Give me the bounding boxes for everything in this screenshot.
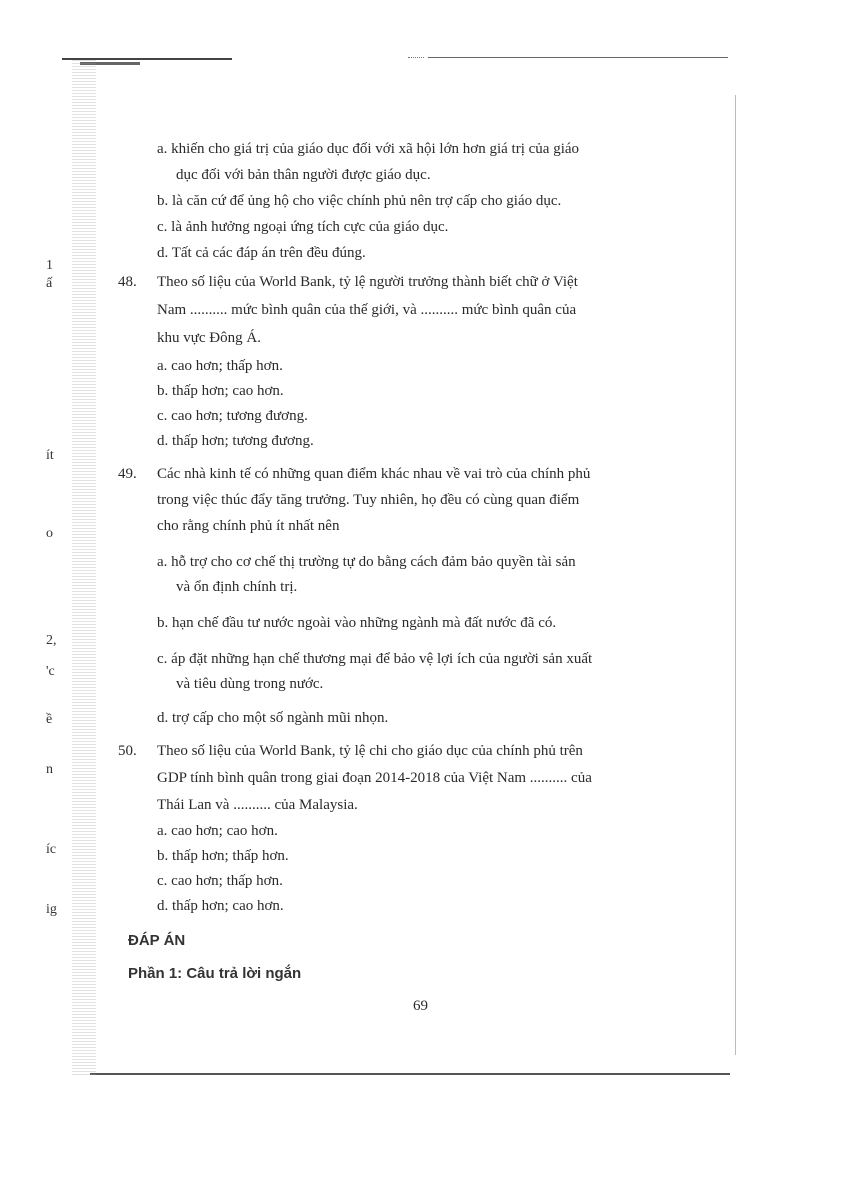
q48-option-a: a. cao hơn; thấp hơn. bbox=[157, 358, 283, 374]
margin-glyph: 2, bbox=[46, 633, 57, 648]
book-binding-shadow bbox=[72, 60, 96, 1075]
q50-stem-line2: GDP tính bình quân trong giai đoạn 2014-2018 của Việt Nam .......... của bbox=[157, 770, 592, 786]
q48-number: 48. bbox=[118, 274, 137, 290]
q49-stem-line2: trong việc thúc đẩy tăng trưởng. Tuy nhiên, họ đều có cùng quan điểm bbox=[157, 492, 580, 508]
q50-stem-line1: Theo số liệu của World Bank, tỷ lệ chi cho giáo dục của chính phủ trên bbox=[157, 743, 583, 759]
scan-right-edge bbox=[735, 95, 736, 1055]
q47-option-c: c. là ảnh hưởng ngoại ứng tích cực của giáo dục. bbox=[157, 219, 449, 235]
q50-option-d: d. thấp hơn; cao hơn. bbox=[157, 898, 284, 914]
q49-number: 49. bbox=[118, 466, 137, 482]
page-number: 69 bbox=[413, 998, 428, 1014]
margin-glyph: ig bbox=[46, 902, 57, 917]
q49-option-a-line2: và ổn định chính trị. bbox=[176, 579, 298, 595]
q49-stem-line1: Các nhà kinh tế có những quan điểm khác nhau về vai trò của chính phủ bbox=[157, 466, 591, 482]
q47-option-a-line1: a. khiến cho giá trị của giáo dục đối với xã hội lớn hơn giá trị của giáo bbox=[157, 141, 580, 157]
margin-glyph: ít bbox=[46, 448, 54, 463]
q49-option-c-line2: và tiêu dùng trong nước. bbox=[176, 676, 324, 692]
q50-option-a: a. cao hơn; cao hơn. bbox=[157, 823, 278, 839]
q48-option-d: d. thấp hơn; tương đương. bbox=[157, 433, 314, 449]
margin-glyph: ề bbox=[46, 712, 53, 727]
q49-option-a-line1: a. hỗ trợ cho cơ chế thị trường tự do bằng cách đảm bảo quyền tài sản bbox=[157, 554, 576, 570]
q50-number: 50. bbox=[118, 743, 137, 759]
q50-option-b: b. thấp hơn; thấp hơn. bbox=[157, 848, 289, 864]
q49-stem-line3: cho rằng chính phủ ít nhất nên bbox=[157, 518, 340, 534]
scan-top-right-rule bbox=[428, 57, 728, 58]
q48-option-b: b. thấp hơn; cao hơn. bbox=[157, 383, 284, 399]
q48-stem-line1: Theo số liệu của World Bank, tỷ lệ người trưởng thành biết chữ ở Việt bbox=[157, 274, 578, 290]
margin-glyph: 1 bbox=[46, 258, 53, 273]
scan-bottom-rule bbox=[90, 1073, 730, 1075]
q48-option-c: c. cao hơn; tương đương. bbox=[157, 408, 308, 424]
margin-glyph: n bbox=[46, 762, 53, 777]
margin-glyph: ấ bbox=[46, 276, 53, 291]
q48-stem-line3: khu vực Đông Á. bbox=[157, 330, 261, 346]
margin-glyph: íc bbox=[46, 842, 57, 857]
q50-stem-line3: Thái Lan và .......... của Malaysia. bbox=[157, 797, 358, 813]
q49-option-c-line1: c. áp đặt những hạn chế thương mại để bảo vệ lợi ích của người sản xuất bbox=[157, 651, 593, 667]
q47-option-a-line2: dục đối với bản thân người được giáo dục. bbox=[176, 167, 431, 183]
answer-heading: ĐÁP ÁN bbox=[128, 932, 186, 949]
margin-glyph: o bbox=[46, 526, 53, 541]
q47-option-b: b. là căn cứ để ủng hộ cho việc chính phủ nên trợ cấp cho giáo dục. bbox=[157, 193, 562, 209]
q49-option-b: b. hạn chế đầu tư nước ngoài vào những ngành mà đất nước đã có. bbox=[157, 615, 557, 631]
q50-option-c: c. cao hơn; thấp hơn. bbox=[157, 873, 283, 889]
scan-top-dots bbox=[408, 57, 424, 59]
q47-option-d: d. Tất cả các đáp án trên đều đúng. bbox=[157, 245, 366, 261]
q49-option-d: d. trợ cấp cho một số ngành mũi nhọn. bbox=[157, 710, 389, 726]
margin-glyph: 'c bbox=[46, 664, 55, 679]
part1-heading: Phần 1: Câu trả lời ngắn bbox=[128, 965, 302, 982]
q48-stem-line2: Nam .......... mức bình quân của thế giới, và .......... mức bình quân của bbox=[157, 302, 577, 318]
